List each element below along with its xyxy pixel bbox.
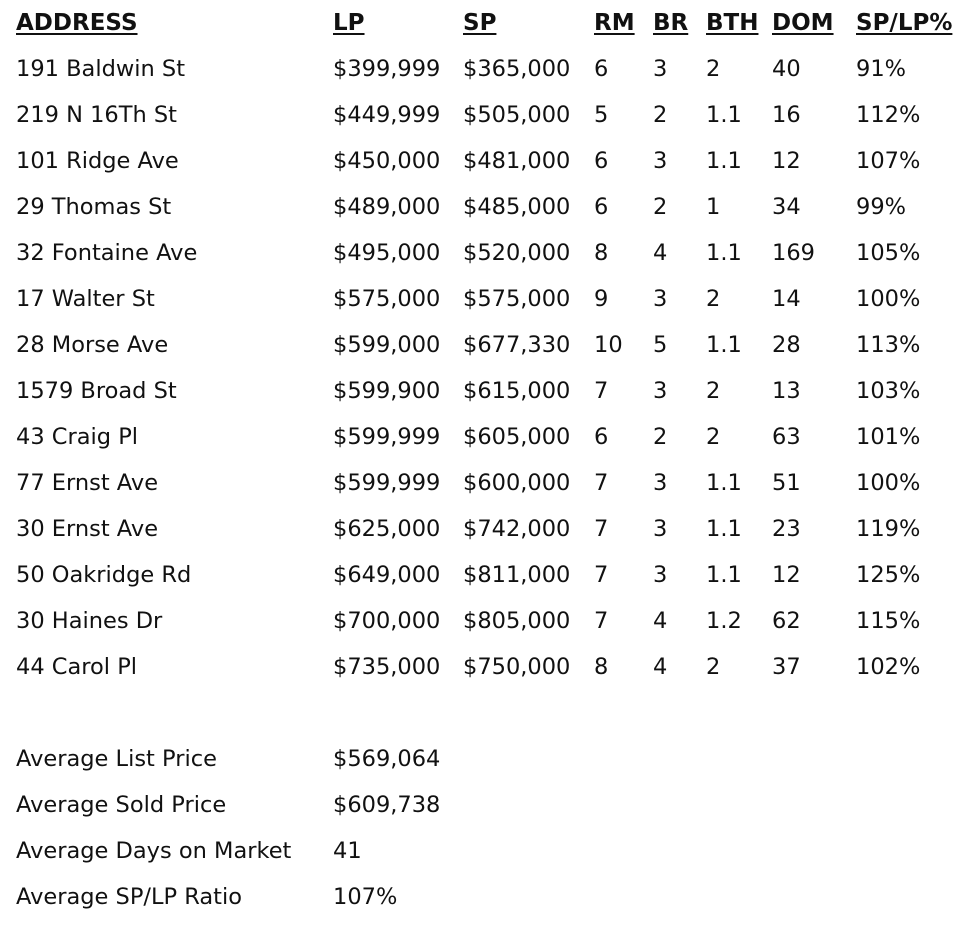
bedrooms-cell: 3	[653, 148, 668, 174]
address-cell: 30 Ernst Ave	[16, 516, 159, 542]
days-on-market-cell: 40	[772, 56, 801, 82]
summary-section	[16, 736, 440, 920]
address-cell: 77 Ernst Ave	[16, 470, 159, 496]
bathrooms-cell: 2	[706, 424, 721, 450]
sold-price-cell: $605,000	[463, 424, 571, 450]
sp-lp-ratio-cell: 91%	[856, 56, 907, 82]
address-cell: 17 Walter St	[16, 286, 155, 312]
bedrooms-cell: 3	[653, 470, 668, 496]
table-row	[16, 184, 956, 230]
sp-lp-ratio-cell: 105%	[856, 240, 921, 266]
bedrooms-cell: 4	[653, 608, 668, 634]
column-header-sold-price: SP	[463, 10, 497, 36]
table-row	[16, 322, 956, 368]
header-row	[16, 0, 956, 46]
table-row	[16, 46, 956, 92]
list-price-cell: $399,999	[333, 56, 441, 82]
column-header-sp-lp-ratio: SP/LP%	[856, 10, 953, 36]
rooms-cell: 6	[594, 148, 609, 174]
bathrooms-cell: 2	[706, 56, 721, 82]
rooms-cell: 9	[594, 286, 609, 312]
days-on-market-cell: 12	[772, 148, 801, 174]
rooms-cell: 10	[594, 332, 623, 358]
summary-row	[16, 874, 440, 920]
summary-label: Average Sold Price	[16, 792, 227, 818]
listings-table	[16, 0, 956, 690]
bedrooms-cell: 2	[653, 194, 668, 220]
sold-price-cell: $485,000	[463, 194, 571, 220]
list-price-cell: $599,999	[333, 470, 441, 496]
address-cell: 50 Oakridge Rd	[16, 562, 192, 588]
address-cell: 1579 Broad St	[16, 378, 177, 404]
sp-lp-ratio-cell: 115%	[856, 608, 921, 634]
list-price-cell: $649,000	[333, 562, 441, 588]
sold-price-cell: $505,000	[463, 102, 571, 128]
list-price-cell: $495,000	[333, 240, 441, 266]
bathrooms-cell: 1.1	[706, 562, 742, 588]
column-header-bedrooms: BR	[653, 10, 689, 36]
bedrooms-cell: 3	[653, 56, 668, 82]
bathrooms-cell: 2	[706, 286, 721, 312]
column-header-days-on-market: DOM	[772, 10, 834, 36]
summary-label: Average Days on Market	[16, 838, 292, 864]
days-on-market-cell: 28	[772, 332, 801, 358]
sp-lp-ratio-cell: 125%	[856, 562, 921, 588]
address-cell: 44 Carol Pl	[16, 654, 138, 680]
table-row	[16, 598, 956, 644]
sold-price-cell: $742,000	[463, 516, 571, 542]
column-header-bathrooms: BTH	[706, 10, 759, 36]
sp-lp-ratio-cell: 99%	[856, 194, 907, 220]
address-cell: 101 Ridge Ave	[16, 148, 179, 174]
table-row	[16, 138, 956, 184]
sold-price-cell: $520,000	[463, 240, 571, 266]
days-on-market-cell: 169	[772, 240, 815, 266]
address-cell: 29 Thomas St	[16, 194, 172, 220]
rooms-cell: 7	[594, 470, 609, 496]
table-row	[16, 368, 956, 414]
bedrooms-cell: 4	[653, 654, 668, 680]
column-header-rooms: RM	[594, 10, 635, 36]
table-row	[16, 276, 956, 322]
sold-price-cell: $365,000	[463, 56, 571, 82]
bathrooms-cell: 1.1	[706, 102, 742, 128]
rooms-cell: 7	[594, 516, 609, 542]
list-price-cell: $450,000	[333, 148, 441, 174]
summary-label: Average List Price	[16, 746, 217, 772]
list-price-cell: $449,999	[333, 102, 441, 128]
table-row	[16, 506, 956, 552]
days-on-market-cell: 13	[772, 378, 801, 404]
days-on-market-cell: 34	[772, 194, 801, 220]
bathrooms-cell: 1.1	[706, 332, 742, 358]
summary-row	[16, 828, 440, 874]
table-row	[16, 460, 956, 506]
summary-value: $609,738	[333, 792, 441, 818]
bedrooms-cell: 3	[653, 378, 668, 404]
address-cell: 28 Morse Ave	[16, 332, 169, 358]
days-on-market-cell: 12	[772, 562, 801, 588]
bathrooms-cell: 1	[706, 194, 721, 220]
bathrooms-cell: 2	[706, 654, 721, 680]
table-row	[16, 230, 956, 276]
table-row	[16, 644, 956, 690]
summary-value: 107%	[333, 884, 398, 910]
listing-rows	[16, 46, 956, 690]
bedrooms-cell: 3	[653, 516, 668, 542]
sold-price-cell: $481,000	[463, 148, 571, 174]
sp-lp-ratio-cell: 119%	[856, 516, 921, 542]
sold-price-cell: $811,000	[463, 562, 571, 588]
sold-price-cell: $805,000	[463, 608, 571, 634]
sp-lp-ratio-cell: 101%	[856, 424, 921, 450]
sp-lp-ratio-cell: 107%	[856, 148, 921, 174]
days-on-market-cell: 16	[772, 102, 801, 128]
rooms-cell: 6	[594, 56, 609, 82]
sold-price-cell: $600,000	[463, 470, 571, 496]
bathrooms-cell: 2	[706, 378, 721, 404]
list-price-cell: $599,000	[333, 332, 441, 358]
sp-lp-ratio-cell: 113%	[856, 332, 921, 358]
bedrooms-cell: 3	[653, 286, 668, 312]
list-price-cell: $735,000	[333, 654, 441, 680]
days-on-market-cell: 62	[772, 608, 801, 634]
rooms-cell: 6	[594, 424, 609, 450]
list-price-cell: $599,999	[333, 424, 441, 450]
address-cell: 43 Craig Pl	[16, 424, 139, 450]
summary-row	[16, 736, 440, 782]
column-header-list-price: LP	[333, 10, 365, 36]
address-cell: 219 N 16Th St	[16, 102, 177, 128]
bathrooms-cell: 1.1	[706, 240, 742, 266]
list-price-cell: $599,900	[333, 378, 441, 404]
rooms-cell: 6	[594, 194, 609, 220]
bathrooms-cell: 1.1	[706, 516, 742, 542]
sp-lp-ratio-cell: 100%	[856, 470, 921, 496]
summary-value: 41	[333, 838, 362, 864]
list-price-cell: $575,000	[333, 286, 441, 312]
bedrooms-cell: 2	[653, 102, 668, 128]
sp-lp-ratio-cell: 102%	[856, 654, 921, 680]
rooms-cell: 7	[594, 378, 609, 404]
rooms-cell: 8	[594, 654, 609, 680]
bedrooms-cell: 5	[653, 332, 668, 358]
bedrooms-cell: 3	[653, 562, 668, 588]
table-row	[16, 552, 956, 598]
sold-price-cell: $575,000	[463, 286, 571, 312]
address-cell: 30 Haines Dr	[16, 608, 163, 634]
bathrooms-cell: 1.1	[706, 148, 742, 174]
summary-value: $569,064	[333, 746, 441, 772]
bathrooms-cell: 1.2	[706, 608, 742, 634]
days-on-market-cell: 14	[772, 286, 801, 312]
bathrooms-cell: 1.1	[706, 470, 742, 496]
summary-row	[16, 782, 440, 828]
table-row	[16, 414, 956, 460]
days-on-market-cell: 23	[772, 516, 801, 542]
rooms-cell: 5	[594, 102, 609, 128]
sold-price-cell: $677,330	[463, 332, 571, 358]
days-on-market-cell: 37	[772, 654, 801, 680]
sp-lp-ratio-cell: 100%	[856, 286, 921, 312]
days-on-market-cell: 63	[772, 424, 801, 450]
list-price-cell: $489,000	[333, 194, 441, 220]
address-cell: 32 Fontaine Ave	[16, 240, 198, 266]
summary-label: Average SP/LP Ratio	[16, 884, 242, 910]
rooms-cell: 7	[594, 562, 609, 588]
rooms-cell: 8	[594, 240, 609, 266]
bedrooms-cell: 4	[653, 240, 668, 266]
list-price-cell: $625,000	[333, 516, 441, 542]
sold-price-cell: $615,000	[463, 378, 571, 404]
address-cell: 191 Baldwin St	[16, 56, 186, 82]
rooms-cell: 7	[594, 608, 609, 634]
table-row	[16, 92, 956, 138]
list-price-cell: $700,000	[333, 608, 441, 634]
column-header-address: ADDRESS	[16, 10, 138, 36]
bedrooms-cell: 2	[653, 424, 668, 450]
sales-report	[16, 0, 966, 930]
sp-lp-ratio-cell: 112%	[856, 102, 921, 128]
sp-lp-ratio-cell: 103%	[856, 378, 921, 404]
sold-price-cell: $750,000	[463, 654, 571, 680]
days-on-market-cell: 51	[772, 470, 801, 496]
